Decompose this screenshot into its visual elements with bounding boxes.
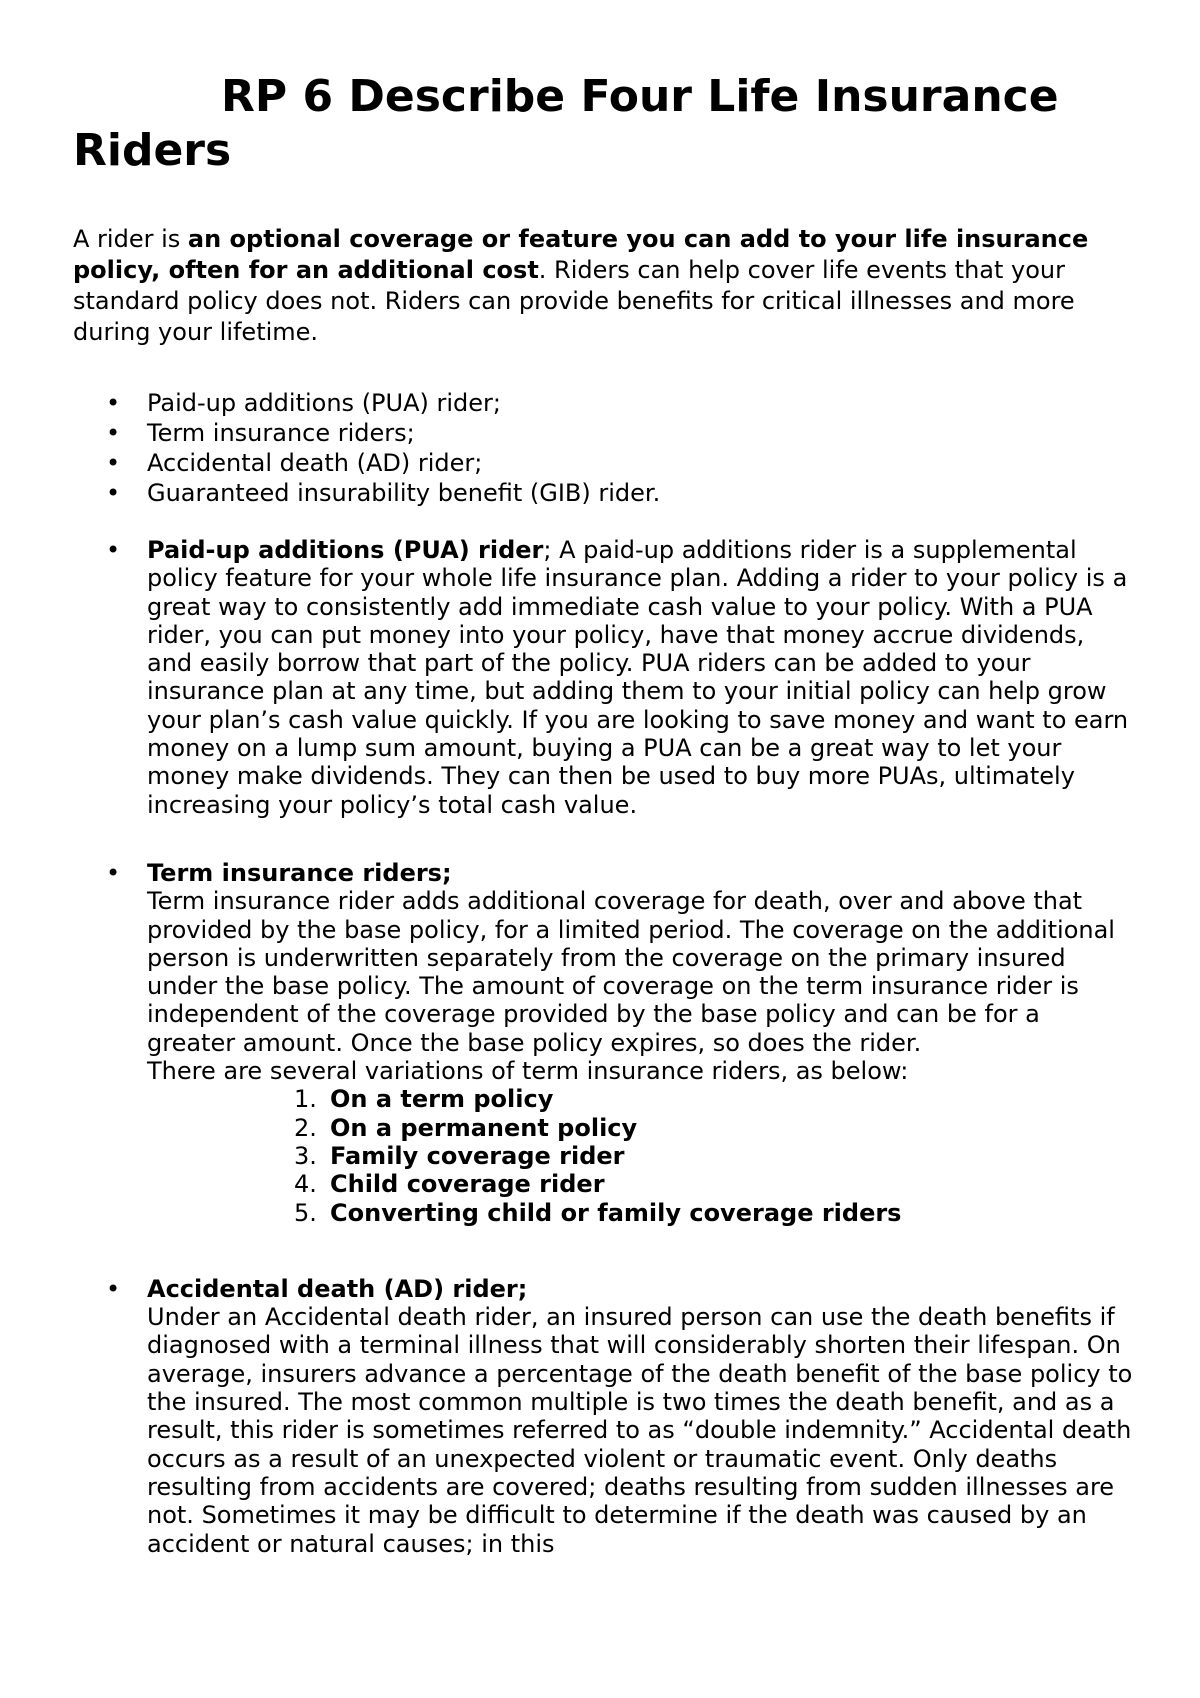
- variations-list: [147, 1085, 1133, 1226]
- section-text: Term insurance rider adds additional coverage for death, over and above that provided by the base policy, for a limited period. The coverage on the additional person is underwritten separately from the coverage on the primary insured under the base policy. The amount of coverage on the term insurance rider is independent of the coverage provided by the base policy and can be for a greater amount. Once the base policy expires, so does the rider.: [147, 887, 1115, 1057]
- summary-item: [73, 448, 1200, 478]
- variation-item: [294, 1085, 1133, 1113]
- bullet-icon: •: [106, 858, 121, 887]
- summary-item-label: Term insurance riders;: [147, 419, 415, 447]
- section-heading: Paid-up additions (PUA) rider: [147, 536, 544, 564]
- variation-item: [294, 1199, 1133, 1227]
- variation-label: Child coverage rider: [330, 1170, 605, 1199]
- summary-item-label: Paid-up additions (PUA) rider;: [147, 389, 501, 417]
- bullet-icon: •: [106, 536, 121, 564]
- variation-label: Converting child or family coverage riders: [330, 1198, 902, 1227]
- variation-label: On a term policy: [330, 1085, 554, 1114]
- intro-rest: . Riders can help cover life events that your standard policy does not. Riders can provide benefits for critical illnesses and more during your lifetime.: [73, 256, 1075, 346]
- variation-item: [294, 1170, 1133, 1198]
- bullet-icon: •: [106, 419, 121, 447]
- section-heading: Term insurance riders;: [147, 858, 452, 887]
- summary-item-label: Accidental death (AD) rider;: [147, 449, 483, 477]
- bullet-icon: •: [106, 389, 121, 417]
- variation-item: [294, 1142, 1133, 1170]
- intro-emphasis: an optional coverage or feature you can add to your life insurance policy, often for an additional cost: [73, 225, 1089, 284]
- variation-label: On a permanent policy: [330, 1113, 638, 1142]
- document-title: RP 6 Describe Four Life Insurance Riders: [73, 71, 1059, 176]
- summary-item-label: Guaranteed insurability benefit (GIB) rider.: [147, 479, 661, 507]
- section-pua-rider: [73, 536, 1133, 819]
- variation-item: [294, 1114, 1133, 1142]
- intro-lead: A rider is: [73, 225, 188, 253]
- section-text: ; A paid-up additions rider is a supplemental policy feature for your whole life insurance plan. Adding a rider to your policy is a great way to consistently add immediate cash value to your policy. With a PUA rider, you can put money into your policy, have that money accrue dividends, and easily borrow that part of the policy. PUA riders can be added to your insurance plan at any time, but adding them to your initial policy can help grow your plan’s cash value quickly. If you are looking to save money and want to earn money on a lump sum amount, buying a PUA can be a great way to let your money make dividends. They can then be used to buy more PUAs, ultimately increasing your policy’s total cash value.: [147, 536, 1129, 819]
- details-list: [73, 536, 1200, 1558]
- summary-item: [73, 478, 1200, 508]
- summary-list: [73, 388, 1200, 508]
- variation-label: Family coverage rider: [330, 1141, 625, 1170]
- variations-intro: There are several variations of term insurance riders, as below:: [147, 1057, 909, 1086]
- variation-number: 2.: [294, 1113, 317, 1142]
- section-text: Under an Accidental death rider, an insured person can use the death benefits if diagnosed with a terminal illness that will considerably shorten their lifespan. On average, insurers advance a percentage of the death benefit of the base policy to the insured. The most common multiple is two times the death benefit, and as a result, this rider is sometimes referred to as “double indemnity.” Accidental death occurs as a result of an unexpected violent or traumatic event. Only deaths resulting from accidents are covered; deaths resulting from sudden illnesses are not. Sometimes it may be difficult to determine if the death was caused by an accident or natural causes; in this: [147, 1303, 1133, 1558]
- variation-number: 3.: [294, 1141, 317, 1170]
- bullet-icon: •: [106, 479, 121, 507]
- section-term-riders: [73, 859, 1133, 1227]
- section-heading: Accidental death (AD) rider;: [147, 1274, 528, 1303]
- bullet-icon: •: [106, 449, 121, 477]
- section-accidental-death-rider: [73, 1275, 1133, 1558]
- bullet-icon: •: [106, 1274, 121, 1303]
- variation-number: 1.: [294, 1085, 317, 1114]
- variation-number: 4.: [294, 1170, 317, 1199]
- summary-item: [73, 418, 1200, 448]
- variation-number: 5.: [294, 1198, 317, 1227]
- intro-paragraph: [73, 224, 1123, 348]
- summary-item: [73, 388, 1200, 418]
